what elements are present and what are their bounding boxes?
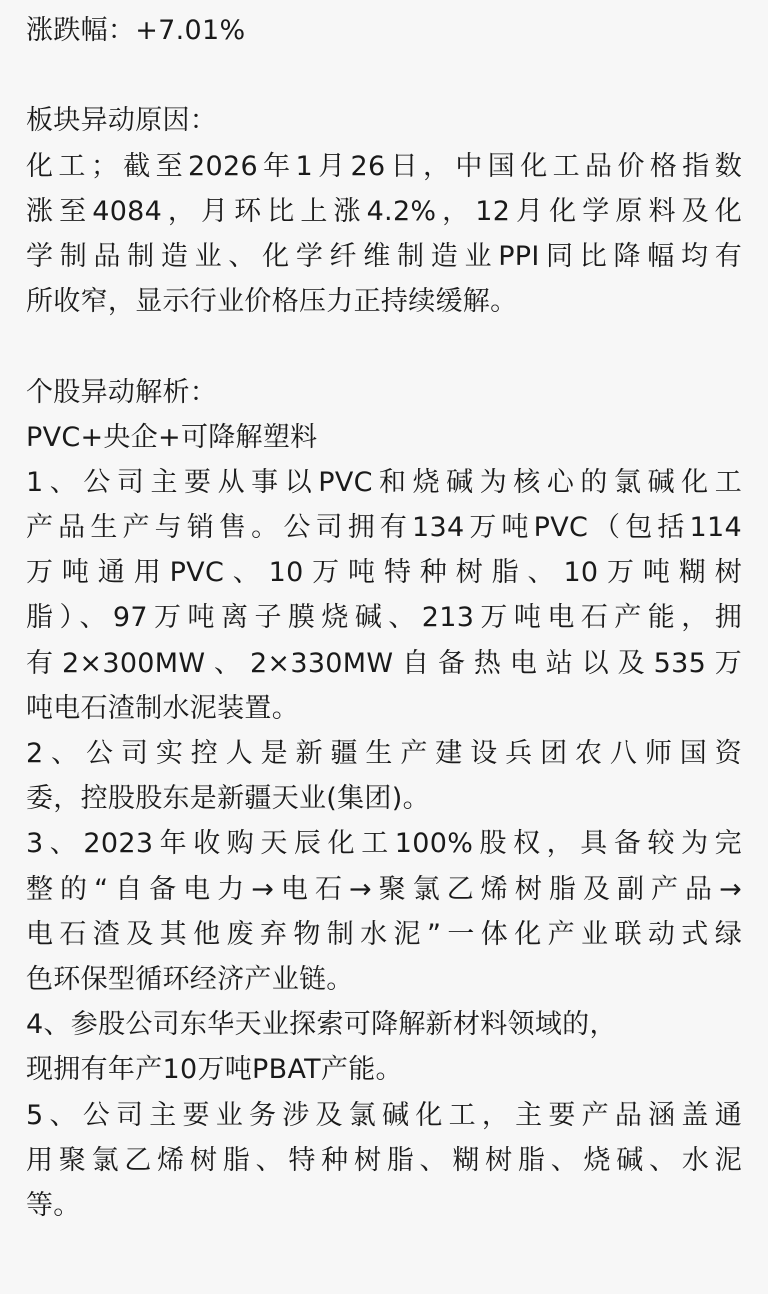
stock-line: 5、公司主要业务涉及氯碱化工，主要产品涵盖通 (26, 1099, 742, 1131)
stock-line: 2、公司实控人是新疆生产建设兵团农八师国资 (26, 738, 742, 769)
stock-line: 1、公司主要从事以PVC和烧碱为核心的氯碱化工 (26, 466, 742, 498)
sector-line: 所收窄，显示行业价格压力正持续缓解。 (26, 286, 518, 318)
stock-line: 等。 (26, 1189, 81, 1221)
stock-title: 个股异动解析： (26, 376, 218, 408)
stock-tag: PVC+央企+可降解塑料 (26, 421, 318, 453)
stock-line: 有2×300MW、2×330MW自备热电站以及535万 (26, 647, 742, 679)
sector-title: 板块异动原因： (26, 105, 218, 137)
stock-line: 吨电石渣制水泥装置。 (26, 692, 299, 724)
sector-line: 学制品制造业、化学纤维制造业PPI同比降幅均有 (26, 240, 742, 272)
stock-line: 产品生产与销售。公司拥有134万吨PVC（包括114 (26, 512, 742, 544)
stock-line: 色环保型循环经济产业链。 (26, 963, 354, 995)
change-line: 涨跌幅：+7.01% (26, 15, 246, 46)
stock-line: 3、2023年收购天辰化工100%股权，具备较为完 (26, 828, 742, 860)
stock-line: 整的“自备电力→电石→聚氯乙烯树脂及副产品→ (26, 873, 742, 905)
sector-line: 涨至4084，月环比上涨4.2%，12月化学原料及化 (26, 195, 742, 227)
stock-line: 现拥有年产10万吨PBAT产能。 (26, 1054, 403, 1086)
stock-line: 用聚氯乙烯树脂、特种树脂、糊树脂、烧碱、水泥 (26, 1144, 742, 1176)
stock-line: 脂）、97万吨离子膜烧碱、213万吨电石产能，拥 (26, 602, 742, 634)
stock-line: 委，控股股东是新疆天业(集团)。 (26, 783, 430, 815)
spacer (26, 53, 742, 98)
stock-line: 万吨通用PVC、10万吨特种树脂、10万吨糊树 (26, 557, 742, 589)
spacer (26, 324, 742, 369)
sector-line: 化工；截至2026年1月26日，中国化工品价格指数 (26, 150, 742, 182)
stock-line: 4、参股公司东华天业探索可降解新材料领域的， (26, 1009, 617, 1041)
stock-line: 电石渣及其他废弃物制水泥”一体化产业联动式绿 (26, 918, 742, 950)
